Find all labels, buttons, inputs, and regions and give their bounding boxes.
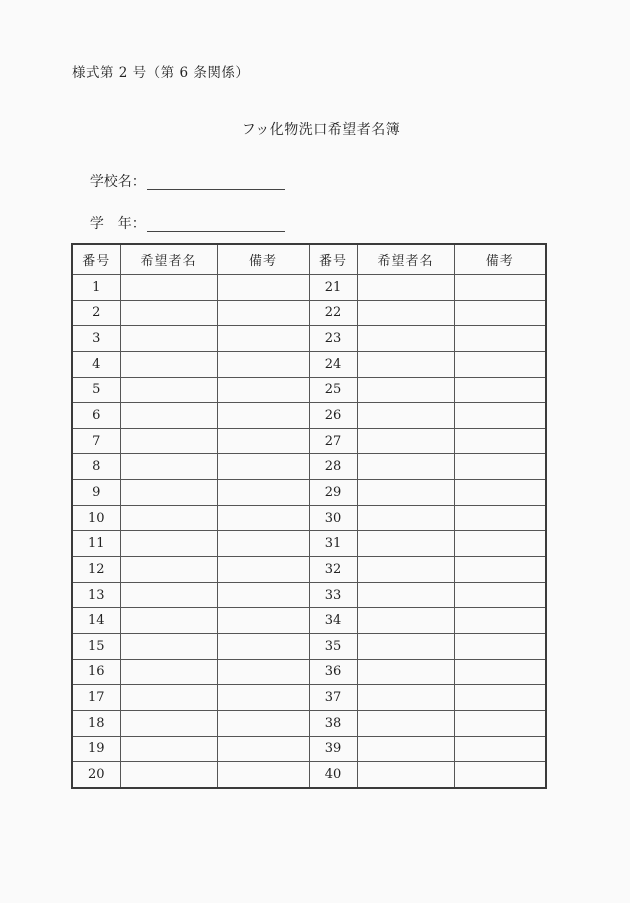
number-cell-right: 32 [309,557,357,583]
number-cell-right: 37 [309,685,357,711]
remarks-cell-left [217,633,309,659]
number-cell-left: 5 [72,377,120,403]
number-cell-right: 24 [309,351,357,377]
number-cell-right: 34 [309,608,357,634]
roster-table-body [72,275,546,788]
name-cell-left [120,736,217,762]
school-name-field [72,160,285,205]
table-row [72,300,546,326]
remarks-cell-right [454,454,546,480]
name-cell-right [357,480,454,506]
remarks-cell-left [217,659,309,685]
name-cell-left [120,659,217,685]
name-cell-right [357,300,454,326]
table-row [72,608,546,634]
remarks-cell-left [217,454,309,480]
name-cell-right [357,710,454,736]
number-cell-left: 2 [72,300,120,326]
number-cell-right: 40 [309,762,357,788]
remarks-cell-right [454,633,546,659]
name-cell-left [120,582,217,608]
table-row [72,275,546,301]
remarks-cell-left [217,275,309,301]
table-row [72,480,546,506]
number-cell-left: 10 [72,505,120,531]
document-title: フッ化物洗口希望者名簿 [241,122,401,138]
number-cell-left: 14 [72,608,120,634]
name-cell-left [120,300,217,326]
number-cell-right: 27 [309,428,357,454]
number-cell-right: 25 [309,377,357,403]
name-cell-left [120,403,217,429]
name-cell-left [120,480,217,506]
number-cell-left: 11 [72,531,120,557]
remarks-cell-left [217,300,309,326]
remarks-cell-right [454,505,546,531]
remarks-cell-left [217,736,309,762]
remarks-cell-right [454,403,546,429]
number-cell-left: 4 [72,351,120,377]
number-cell-right: 30 [309,505,357,531]
grade-label: 学 年： [89,216,146,232]
col-header-number-left: 番号 [72,244,120,275]
remarks-cell-right [454,428,546,454]
name-cell-right [357,351,454,377]
name-cell-left [120,633,217,659]
name-cell-right [357,633,454,659]
number-cell-left: 19 [72,736,120,762]
name-cell-left [120,454,217,480]
number-cell-right: 28 [309,454,357,480]
remarks-cell-right [454,480,546,506]
remarks-cell-left [217,531,309,557]
table-row [72,454,546,480]
table-row [72,736,546,762]
remarks-cell-right [454,685,546,711]
col-header-name-right: 希望者名 [357,244,454,275]
name-cell-right [357,505,454,531]
name-cell-left [120,685,217,711]
remarks-cell-left [217,582,309,608]
table-row [72,633,546,659]
remarks-cell-left [217,377,309,403]
remarks-cell-left [217,608,309,634]
remarks-cell-right [454,531,546,557]
remarks-cell-right [454,300,546,326]
col-header-number-right: 番号 [309,244,357,275]
name-cell-right [357,557,454,583]
form-number-text: 様式第 2 号（第 6 条関係） [72,65,250,81]
remarks-cell-right [454,351,546,377]
number-cell-right: 22 [309,300,357,326]
name-cell-left [120,531,217,557]
number-cell-left: 12 [72,557,120,583]
table-row [72,762,546,788]
remarks-cell-right [454,582,546,608]
remarks-cell-left [217,710,309,736]
name-cell-left [120,762,217,788]
remarks-cell-left [217,326,309,352]
name-cell-right [357,275,454,301]
table-row [72,685,546,711]
number-cell-left: 18 [72,710,120,736]
number-cell-right: 36 [309,659,357,685]
remarks-cell-left [217,351,309,377]
roster-table [71,243,547,789]
table-row [72,326,546,352]
remarks-cell-left [217,403,309,429]
name-cell-right [357,736,454,762]
table-row [72,531,546,557]
number-cell-right: 21 [309,275,357,301]
number-cell-left: 16 [72,659,120,685]
number-cell-right: 31 [309,531,357,557]
name-cell-right [357,377,454,403]
name-cell-left [120,710,217,736]
name-cell-left [120,428,217,454]
table-row [72,659,546,685]
name-cell-right [357,762,454,788]
remarks-cell-right [454,659,546,685]
number-cell-right: 39 [309,736,357,762]
number-cell-right: 23 [309,326,357,352]
remarks-cell-right [454,326,546,352]
remarks-cell-left [217,762,309,788]
grade-fill-line [147,218,285,232]
number-cell-left: 7 [72,428,120,454]
number-cell-right: 26 [309,403,357,429]
name-cell-right [357,454,454,480]
table-row [72,351,546,377]
col-header-remarks-right: 備考 [454,244,546,275]
name-cell-right [357,403,454,429]
table-row [72,710,546,736]
grade-field [72,202,285,247]
number-cell-left: 9 [72,480,120,506]
name-cell-right [357,659,454,685]
table-row [72,377,546,403]
name-cell-left [120,326,217,352]
col-header-remarks-left: 備考 [217,244,309,275]
number-cell-right: 35 [309,633,357,659]
name-cell-left [120,377,217,403]
number-cell-left: 15 [72,633,120,659]
number-cell-left: 6 [72,403,120,429]
number-cell-right: 29 [309,480,357,506]
remarks-cell-right [454,710,546,736]
number-cell-right: 38 [309,710,357,736]
remarks-cell-right [454,762,546,788]
name-cell-left [120,275,217,301]
school-name-fill-line [147,176,285,190]
remarks-cell-left [217,480,309,506]
name-cell-right [357,608,454,634]
name-cell-right [357,582,454,608]
name-cell-left [120,557,217,583]
number-cell-left: 8 [72,454,120,480]
name-cell-left [120,505,217,531]
remarks-cell-left [217,505,309,531]
number-cell-left: 1 [72,275,120,301]
name-cell-right [357,531,454,557]
school-name-label: 学校名： [89,174,146,190]
number-cell-left: 20 [72,762,120,788]
remarks-cell-left [217,685,309,711]
remarks-cell-right [454,275,546,301]
name-cell-left [120,608,217,634]
name-cell-right [357,326,454,352]
col-header-name-left: 希望者名 [120,244,217,275]
remarks-cell-left [217,557,309,583]
table-row [72,428,546,454]
number-cell-right: 33 [309,582,357,608]
table-row [72,403,546,429]
table-row [72,505,546,531]
number-cell-left: 3 [72,326,120,352]
remarks-cell-right [454,736,546,762]
table-row [72,582,546,608]
remarks-cell-right [454,377,546,403]
remarks-cell-right [454,608,546,634]
number-cell-left: 13 [72,582,120,608]
remarks-cell-right [454,557,546,583]
roster-header-row [72,244,546,275]
name-cell-right [357,685,454,711]
remarks-cell-left [217,428,309,454]
name-cell-left [120,351,217,377]
name-cell-right [357,428,454,454]
table-row [72,557,546,583]
number-cell-left: 17 [72,685,120,711]
